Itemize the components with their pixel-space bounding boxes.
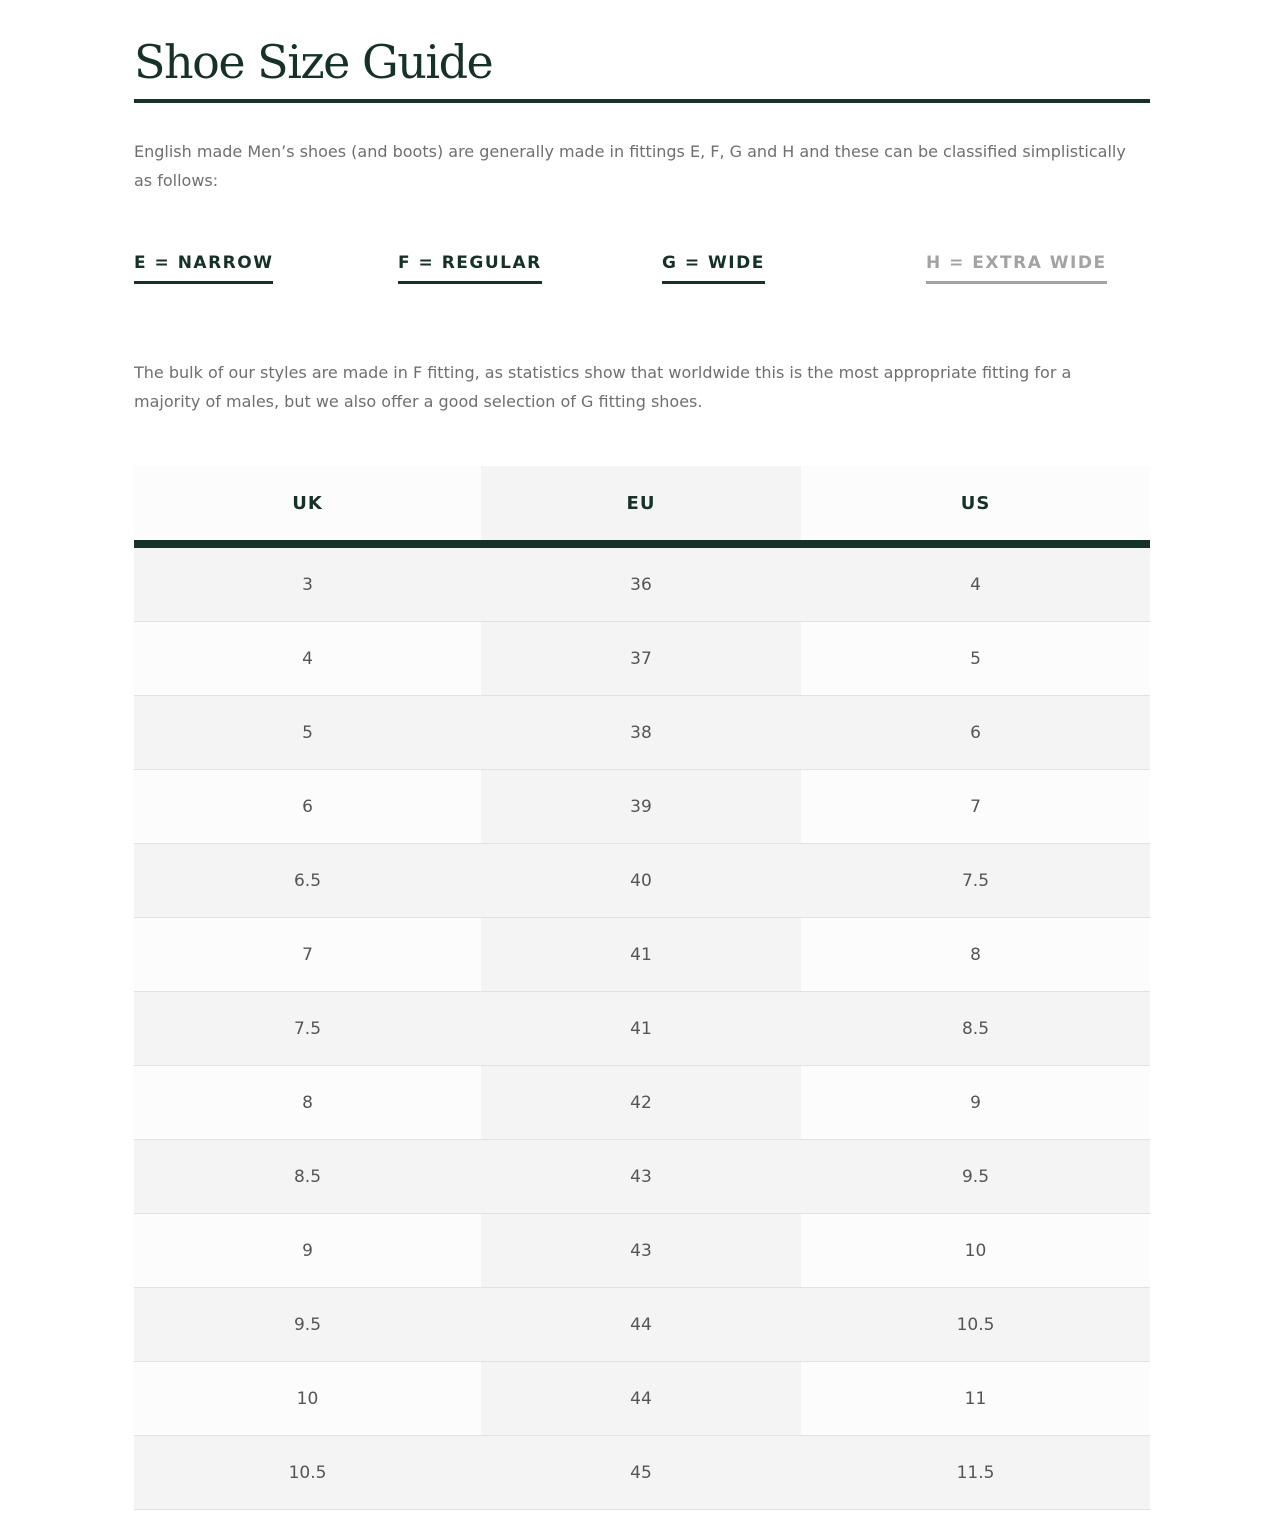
size-cell-us: 9 xyxy=(801,1066,1150,1140)
size-cell-eu: 37 xyxy=(481,622,801,696)
size-cell-eu: 44 xyxy=(481,1288,801,1362)
table-row xyxy=(134,844,1150,918)
size-cell-us: 7.5 xyxy=(801,844,1150,918)
intro-paragraph: English made Men’s shoes (and boots) are generally made in fittings E, F, G and H and these can be classified simplistically as follows: xyxy=(134,142,1126,190)
size-cell-us: 10 xyxy=(801,1214,1150,1288)
size-cell-us: 10.5 xyxy=(801,1288,1150,1362)
size-cell-us: 9.5 xyxy=(801,1140,1150,1214)
size-cell-us: 8.5 xyxy=(801,992,1150,1066)
fitting-extra-wide-link[interactable]: H = EXTRA WIDE xyxy=(926,250,1107,284)
size-cell-eu: 44 xyxy=(481,1362,801,1436)
fitting-regular-link[interactable]: F = REGULAR xyxy=(398,250,542,284)
size-cell-eu: 42 xyxy=(481,1066,801,1140)
table-row xyxy=(134,992,1150,1066)
size-cell-eu: 45 xyxy=(481,1436,801,1510)
size-cell-us: 4 xyxy=(801,544,1150,622)
size-cell-uk: 4 xyxy=(134,622,481,696)
size-cell-uk: 10 xyxy=(134,1362,481,1436)
size-cell-us: 8 xyxy=(801,918,1150,992)
size-cell-us: 6 xyxy=(801,696,1150,770)
table-row xyxy=(134,1140,1150,1214)
size-cell-eu: 41 xyxy=(481,992,801,1066)
header-row xyxy=(134,466,1150,544)
title-divider xyxy=(134,99,1150,103)
fitting-info-paragraph: The bulk of our styles are made in F fitting, as statistics show that worldwide this is the most appropriate fitting for a majority of males, but we also offer a good selection of G fitting shoes. xyxy=(134,363,1072,411)
size-table-header xyxy=(134,466,1150,544)
table-row xyxy=(134,918,1150,992)
header-eu: EU xyxy=(481,466,801,544)
table-row xyxy=(134,1362,1150,1436)
size-cell-eu: 38 xyxy=(481,696,801,770)
size-cell-uk: 8 xyxy=(134,1066,481,1140)
fittings-list xyxy=(134,250,1150,290)
fitting-narrow-link[interactable]: E = NARROW xyxy=(134,250,273,284)
size-cell-us: 7 xyxy=(801,770,1150,844)
size-cell-uk: 6.5 xyxy=(134,844,481,918)
table-row xyxy=(134,1436,1150,1510)
size-cell-us: 11.5 xyxy=(801,1436,1150,1510)
table-row xyxy=(134,544,1150,622)
table-row xyxy=(134,770,1150,844)
table-row xyxy=(134,1066,1150,1140)
size-cell-uk: 10.5 xyxy=(134,1436,481,1510)
size-table xyxy=(134,466,1150,1510)
size-cell-eu: 43 xyxy=(481,1214,801,1288)
table-row xyxy=(134,1214,1150,1288)
size-cell-eu: 41 xyxy=(481,918,801,992)
size-cell-us: 5 xyxy=(801,622,1150,696)
size-cell-uk: 7.5 xyxy=(134,992,481,1066)
size-cell-eu: 40 xyxy=(481,844,801,918)
size-cell-uk: 7 xyxy=(134,918,481,992)
size-cell-uk: 8.5 xyxy=(134,1140,481,1214)
size-cell-uk: 3 xyxy=(134,544,481,622)
header-us: US xyxy=(801,466,1150,544)
table-row xyxy=(134,696,1150,770)
size-cell-uk: 6 xyxy=(134,770,481,844)
page-title: Shoe Size Guide xyxy=(134,35,493,89)
size-cell-uk: 9 xyxy=(134,1214,481,1288)
header-uk: UK xyxy=(134,466,481,544)
size-cell-uk: 9.5 xyxy=(134,1288,481,1362)
table-row xyxy=(134,1288,1150,1362)
size-cell-uk: 5 xyxy=(134,696,481,770)
table-row xyxy=(134,622,1150,696)
size-table-body xyxy=(134,544,1150,1510)
size-cell-us: 11 xyxy=(801,1362,1150,1436)
size-cell-eu: 39 xyxy=(481,770,801,844)
size-cell-eu: 36 xyxy=(481,544,801,622)
fitting-wide-link[interactable]: G = WIDE xyxy=(662,250,765,284)
size-cell-eu: 43 xyxy=(481,1140,801,1214)
